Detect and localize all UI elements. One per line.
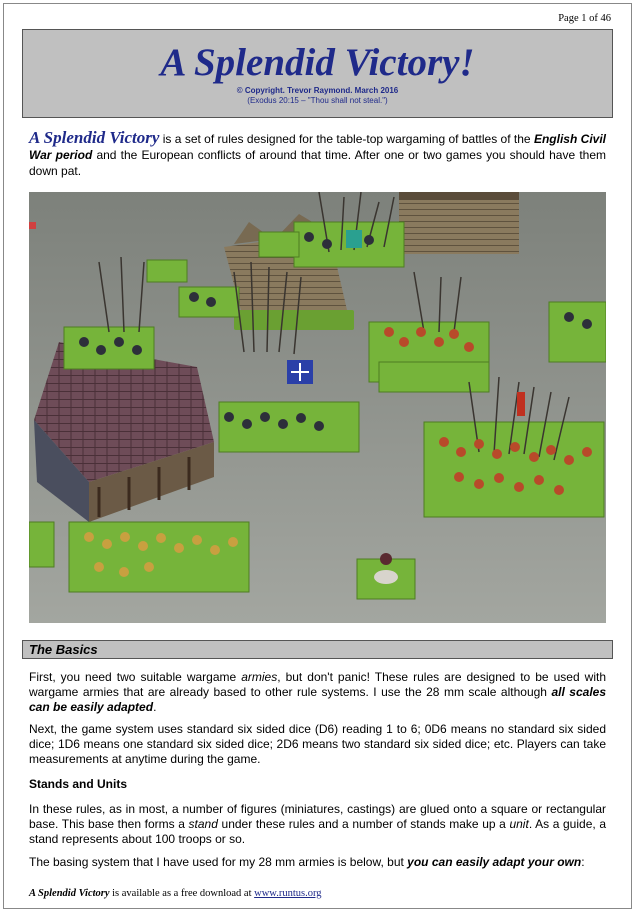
subheading-stands-and-units: Stands and Units [29,777,128,791]
page-title: A Splendid Victory! [160,41,475,84]
wargame-photo-illustration [29,192,606,623]
paragraph-dice: Next, the game system uses standard six sided dice (D6) reading 1 to 6; 0D6 means no standard six sided dice; 1D6 means one standard six sided dice; 2D6 means two standard six sided dice; etc. Players can take measurements at anytime during the game. [29,722,606,766]
p4-emph-adapt: you can easily adapt your own [407,855,582,869]
section-heading-the-basics: The Basics [22,640,613,659]
intro-text-2: and the European conflicts of around that time. After one or two games you should have them down pat. [29,148,606,178]
footer-download-link[interactable]: www.runtus.org [254,888,322,899]
paragraph-basing [29,855,606,870]
wargame-photo [29,192,606,623]
p4-text-c: : [581,855,585,869]
title-box [22,29,613,118]
page-number: Page 1 of 46 [558,13,611,24]
p1-text-a: First, you need two suitable wargame [29,670,242,684]
p3-text-e: . As a guide, a stand represents about 100 troops or so. [29,817,606,846]
p1-text-c: , but don't panic! These rules are designed to be used with wargame armies that are already based to other rule systems. I use the 28 mm scale although [29,670,606,699]
intro-text-1: is a set of rules designed for the table-top wargaming of battles of the [159,132,534,146]
intro-lead: A Splendid Victory [29,128,160,147]
p4-text-a: The basing system that I have used for my 28 mm armies is below, but [29,855,408,869]
p3-emph-unit: unit [509,817,529,831]
copyright-line: © Copyright. Trevor Raymond. March 2016 [236,86,399,95]
p1-text-e: . [153,700,157,714]
p1-emph-scales: all scales can be easily adapted [29,685,606,714]
paragraph-armies [29,670,606,715]
footer-lead: A Splendid Victory [29,888,110,899]
p3-text-a: In these rules, as in most, a number of figures (miniatures, castings) are glued onto a square or rectangular base. This base then forms a [29,802,606,831]
p3-emph-stand: stand [188,817,218,831]
intro-emphasis: English Civil War period [29,132,607,162]
p3-text-c: under these rules and a number of stands make up a [217,817,510,831]
paragraph-stands [29,802,606,847]
footer-text: is available as a free download at [109,888,255,899]
intro-paragraph [29,130,606,179]
footer [29,888,322,899]
p1-emph-armies: armies [241,670,278,684]
exodus-quote: (Exodus 20:15 – "Thou shall not steal.") [247,96,388,105]
